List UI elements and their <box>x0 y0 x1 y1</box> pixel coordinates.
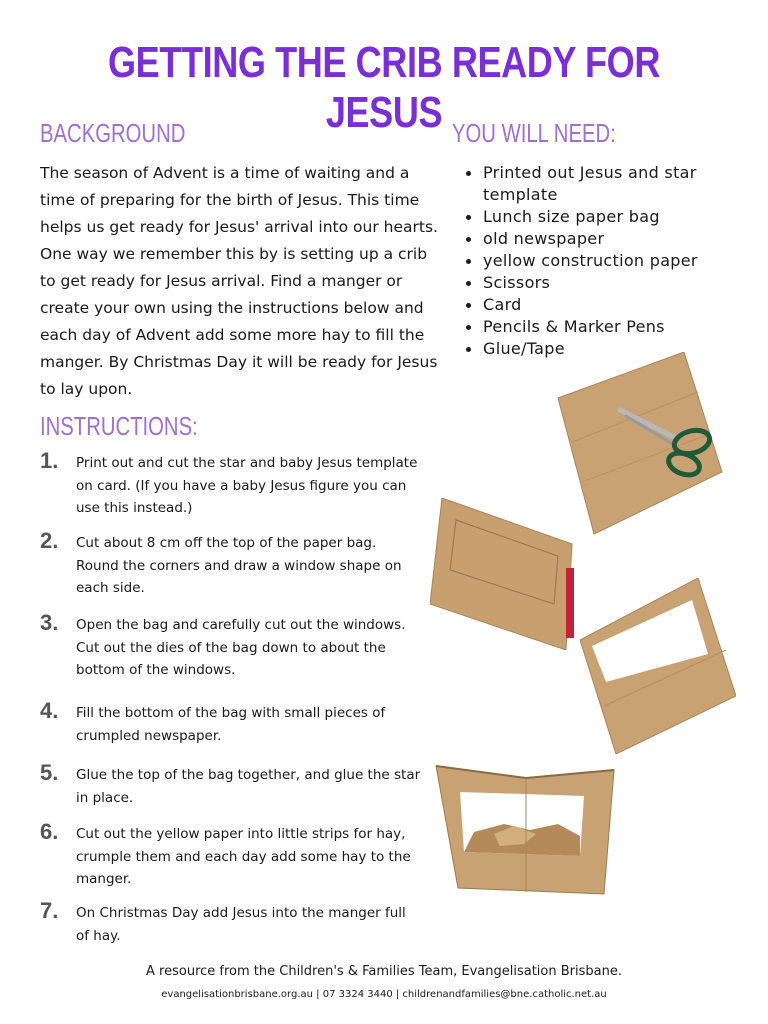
step-number: 7. <box>40 898 59 923</box>
supply-item: Lunch size paper bag <box>462 206 752 228</box>
footer-contact: evangelisationbrisbane.org.au | 07 3324 3440 | childrenandfamilies@bne.catholic.net.au <box>161 989 607 1000</box>
supplies-list <box>462 162 752 360</box>
step-text: On Christmas Day add Jesus into the manger full of hay. <box>76 905 406 944</box>
step-number: 6. <box>40 819 59 844</box>
supply-item: yellow construction paper <box>462 250 752 272</box>
supply-item: Glue/Tape <box>462 338 752 360</box>
supply-item: old newspaper <box>462 228 752 250</box>
footer-credit: A resource from the Children's & Families Team, Evangelisation Brisbane. <box>146 964 622 979</box>
step-text: Open the bag and carefully cut out the windows. Cut out the dies of the bag down to about the bottom of the windows. <box>76 617 406 678</box>
step-text: Glue the top of the bag together, and glue the star in place. <box>76 767 421 806</box>
you-will-need-heading: YOU WILL NEED: <box>452 118 616 148</box>
supply-item: Scissors <box>462 272 752 294</box>
step-text: Fill the bottom of the bag with small pieces of crumpled newspaper. <box>76 705 386 744</box>
step-text: Cut out the yellow paper into little strips for hay, crumple them and each day add some hay to the manger. <box>76 826 411 887</box>
paper-bag-with-scissors-photo <box>552 352 724 536</box>
supply-item: Printed out Jesus and star template <box>462 162 752 206</box>
background-text: The season of Advent is a time of waiting and a time of preparing for the birth of Jesus. This time helps us get ready for Jesus' arrival into our hearts. One way we remember this by is setting up a crib to get ready for Jesus arrival. Find a manger or create your own using the instructions below and each day of Advent add some more hay to fill the manger. By Christmas Day it will be ready for Jesus to lay upon. <box>40 164 438 398</box>
paper-bag-window-cut-photo <box>580 578 736 754</box>
page-title: GETTING THE CRIB READY FOR JESUS <box>108 38 660 137</box>
step-number: 4. <box>40 698 59 723</box>
finished-manger-photo <box>434 760 620 898</box>
step-text: Cut about 8 cm off the top of the paper bag. Round the corners and draw a window shape on each side. <box>76 535 402 596</box>
supply-item: Pencils & Marker Pens <box>462 316 752 338</box>
instructions-heading: INSTRUCTIONS: <box>40 411 198 441</box>
supply-item: Card <box>462 294 752 316</box>
step-number: 1. <box>40 448 59 473</box>
step-number: 3. <box>40 610 59 635</box>
background-heading: BACKGROUND <box>40 118 186 148</box>
step-number: 5. <box>40 760 59 785</box>
step-number: 2. <box>40 528 59 553</box>
step-text: Print out and cut the star and baby Jesus template on card. (If you have a baby Jesus figure you can use this instead.) <box>76 455 418 516</box>
paper-bag-window-drawn-photo <box>430 498 576 650</box>
